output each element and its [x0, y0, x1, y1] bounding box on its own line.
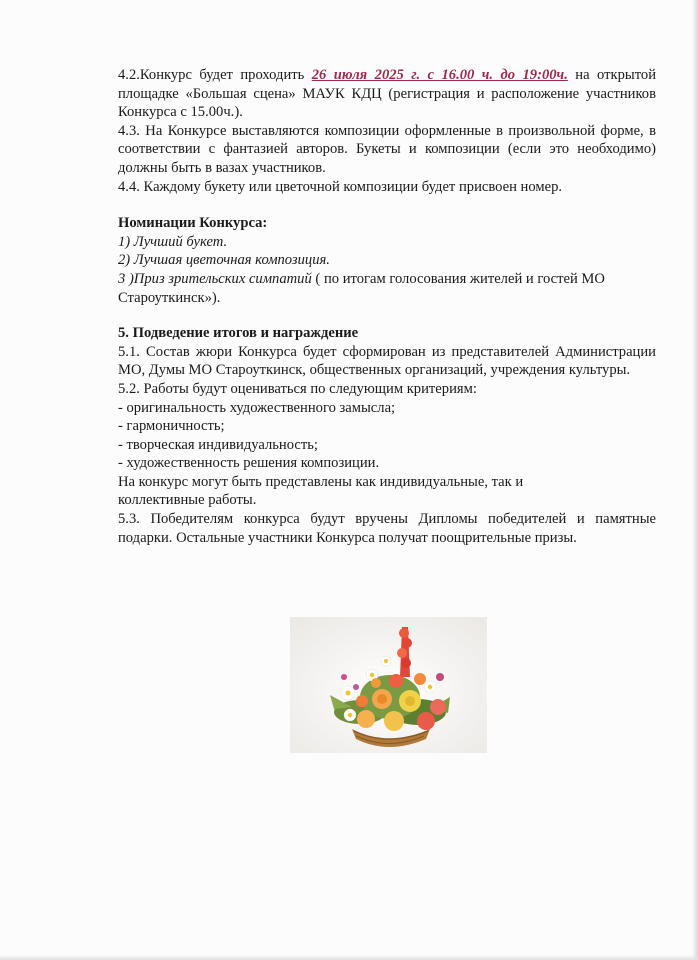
flower-basket-illustration	[290, 617, 487, 753]
p42-suffix: на открытой площадке «Большая сцена» МАУК КДЦ (регистрация и расположение участников Конкурса с 15.00ч.).	[118, 67, 656, 121]
criteria-item: - гармоничность;	[118, 418, 225, 435]
document-body	[118, 66, 656, 547]
p42-prefix: 4.2.Конкурс будет проходить	[118, 67, 312, 83]
nomination-2: 2) Лучшая цветочная композиция.	[118, 252, 330, 269]
paragraph-4-3: 4.3. На Конкурсе выставляются композиции оформленные в произвольной форме, в соответствии с фантазией авторов. Букеты и композиции (если это необходимо) должны быть в вазах участников.	[118, 122, 656, 176]
paragraph-4-2	[118, 66, 656, 122]
nomination-3-note: ( по итогам голосования жителей и гостей МО Староуткинск»).	[118, 270, 605, 306]
section-5-heading: 5. Подведение итогов и награждение	[118, 325, 359, 342]
scan-edge-shadow	[692, 0, 698, 960]
nomination-3-title: 3 )Приз зрительских симпатий	[118, 270, 312, 287]
nominations-heading: Номинации Конкурса:	[118, 215, 268, 232]
nomination-3	[118, 270, 638, 307]
scan-edge-shadow-bottom	[0, 955, 698, 960]
criteria-item: - оригинальность художественного замысла;	[118, 399, 396, 416]
flower-basket-photo	[290, 617, 487, 753]
paragraph-4-4: 4.4. Каждому букету или цветочной композиции будет присвоен номер.	[118, 178, 563, 195]
paragraph-5-2: 5.2. Работы будут оцениваться по следующим критериям:	[118, 380, 477, 397]
paragraph-individual: На конкурс могут быть представлены как индивидуальные, так и коллективные работы.	[118, 473, 524, 509]
nomination-1: 1) Лучший букет.	[118, 233, 228, 250]
paragraph-5-1: 5.1. Состав жюри Конкурса будет сформирован из представителей Администрации МО, Думы МО Староуткинск, общественных организаций, учреждения культуры.	[118, 343, 656, 379]
criteria-item: - художественность решения композиции.	[118, 455, 380, 472]
event-date-highlight: 26 июля 2025 г. с 16.00 ч. до 19:00ч.	[311, 67, 568, 83]
paragraph-5-3: 5.3. Победителям конкурса будут вручены Дипломы победителей и памятные подарки. Остальные участники Конкурса получат поощрительные призы.	[118, 511, 656, 546]
criteria-item: - творческая индивидуальность;	[118, 436, 318, 453]
